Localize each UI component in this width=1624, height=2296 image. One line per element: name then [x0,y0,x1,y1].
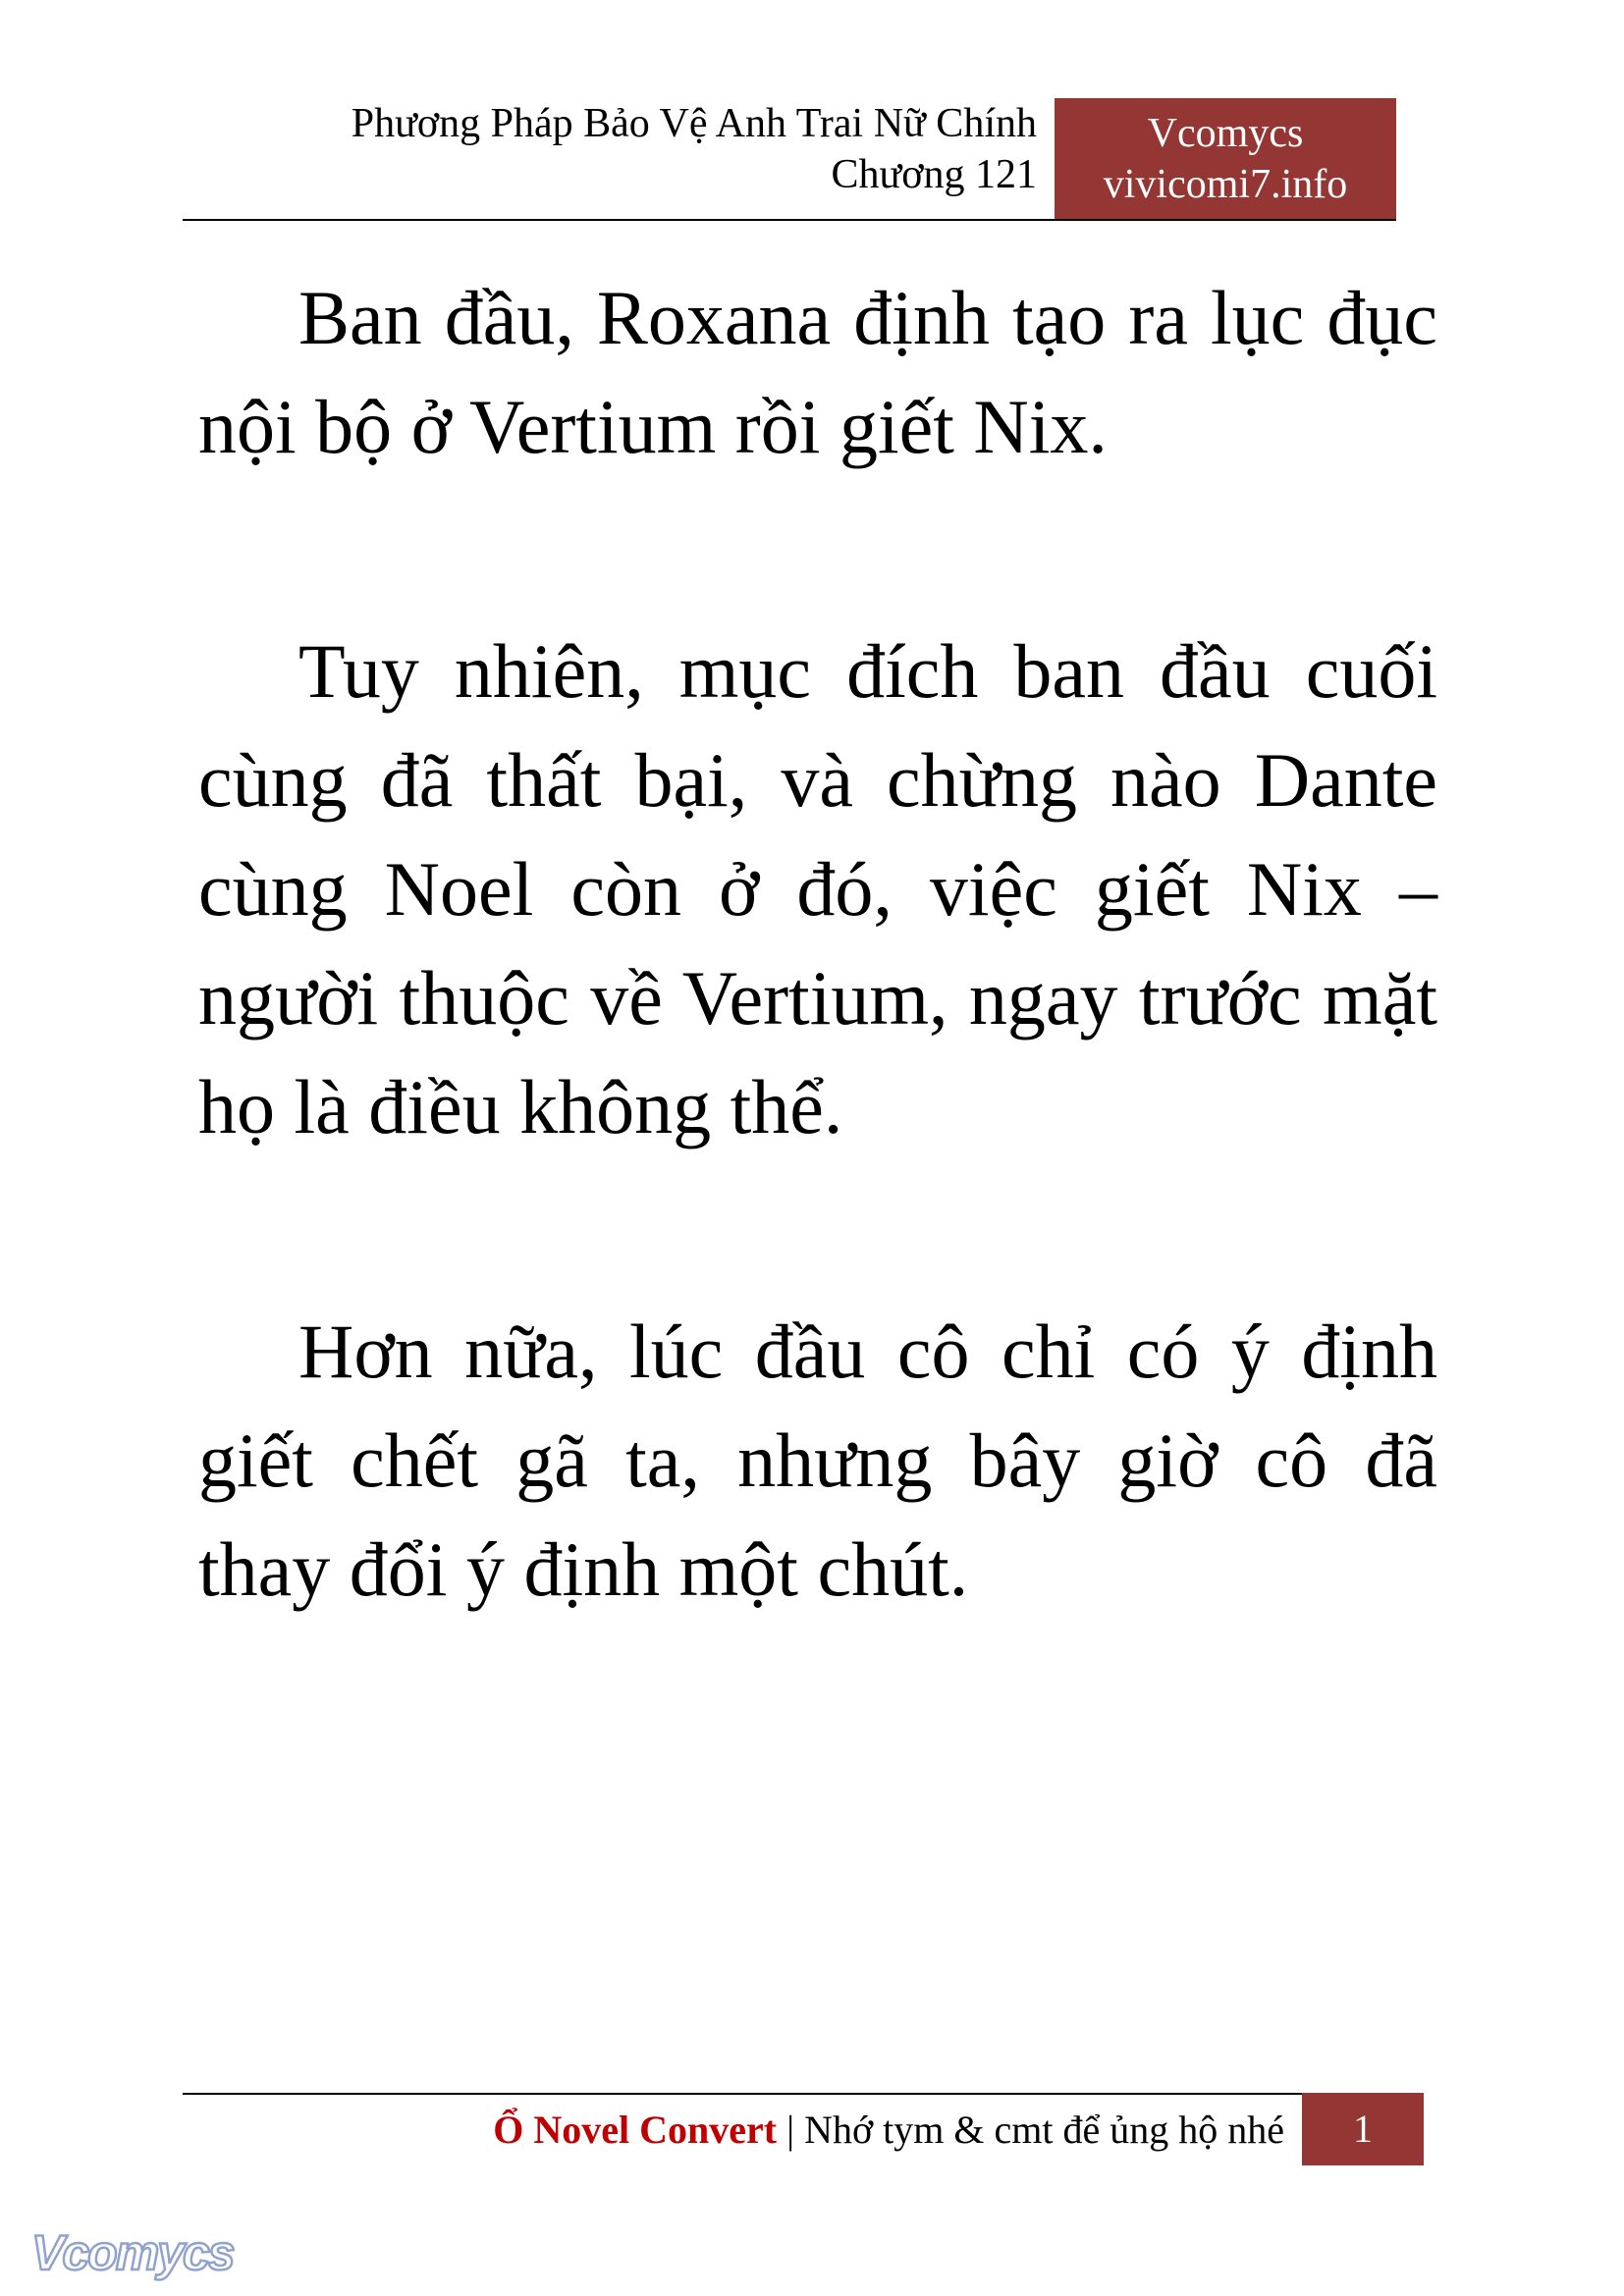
page-number-badge [1302,2093,1424,2165]
site-name: Vcomycs [1147,111,1304,156]
document-header [183,98,1037,200]
site-badge [1055,98,1396,220]
paragraph-1: Ban đầu, Roxana định tạo ra lục đục nội bộ ở Vertium rồi giết Nix. [198,275,1437,469]
footer-brand: Ổ Novel Convert [493,2108,778,2152]
paragraph-3: Hơn nữa, lúc đầu cô chỉ có ý định giết chết gã ta, nhưng bây giờ cô đã thay đổi ý định một chút. [198,1308,1437,1612]
watermark-text: Vcomycs [31,2225,234,2280]
footer-divider [183,2093,1302,2095]
page-number: 1 [1353,2107,1373,2151]
book-title: Phương Pháp Bảo Vệ Anh Trai Nữ Chính [351,101,1037,146]
chapter-body [198,263,1437,1759]
footer-note: Nhớ tym & cmt để ủng hộ nhé [804,2108,1284,2152]
document-footer [183,2103,1284,2158]
footer-separator: | [777,2108,805,2152]
chapter-number: Chương 121 [831,152,1037,197]
vcomycs-watermark-logo [27,2216,253,2287]
site-url: vivicomi7.info [1103,162,1348,207]
header-divider [183,219,1396,221]
paragraph-2: Tuy nhiên, mục đích ban đầu cuối cùng đã thất bại, và chừng nào Dante cùng Noel còn ở đó, việc giết Nix – người thuộc về Vertium, ngay trước mặt họ là điều không thể. [198,628,1437,1149]
